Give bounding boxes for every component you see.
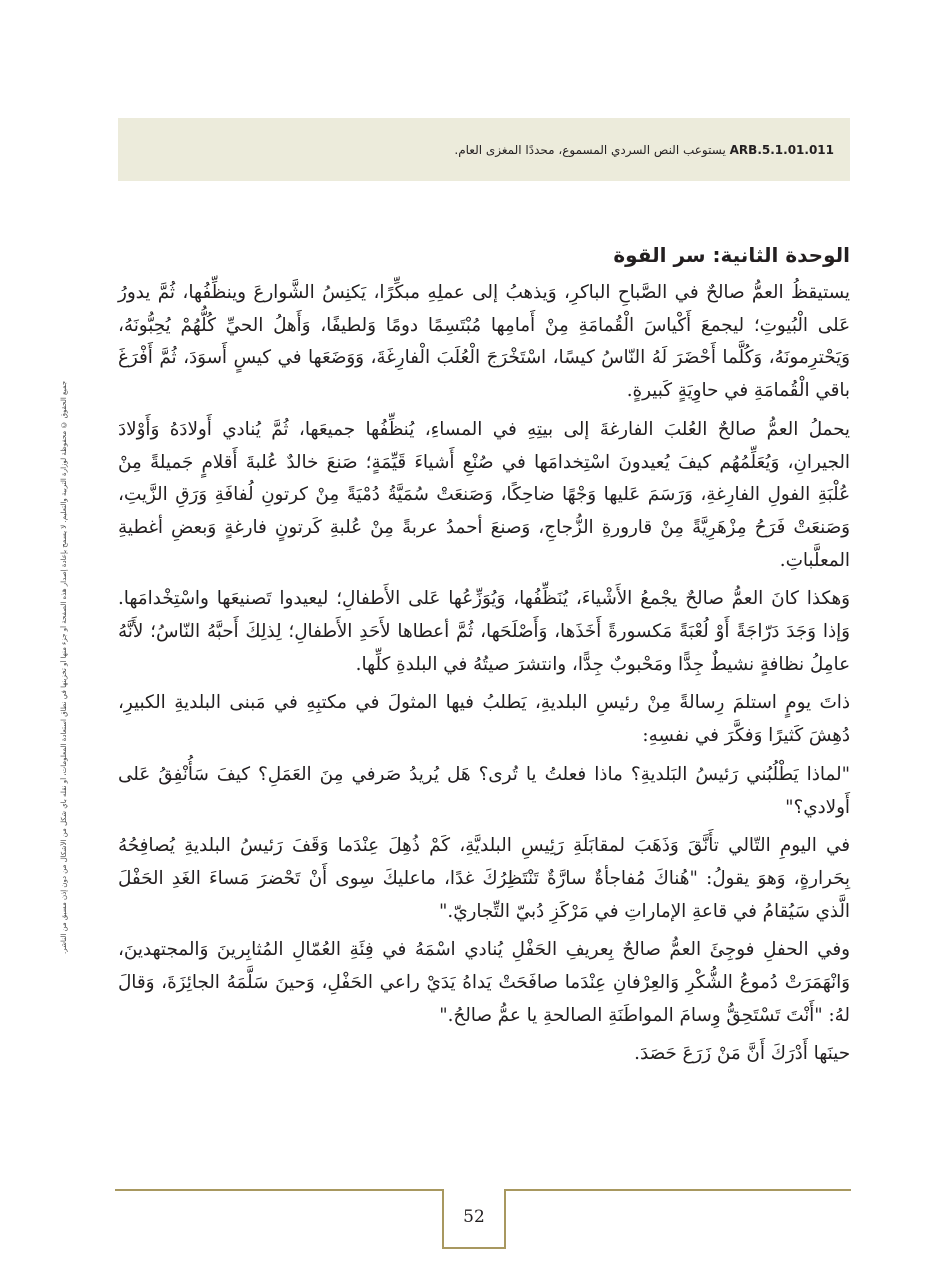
story-content <box>118 238 850 1071</box>
footer-rule-left <box>115 1189 442 1191</box>
learning-outcome <box>454 143 834 157</box>
learning-outcome-text: يستوعب النص السردي المسموع، محددًا المغزى العام. <box>454 142 726 157</box>
learning-outcome-box <box>118 118 850 181</box>
story-paragraph: حينَها أَدْرَكَ أَنَّ مَنْ زَرَعَ حَصَدَ. <box>634 1043 850 1065</box>
footer-rule-right <box>506 1189 851 1191</box>
story-paragraph: وفي الحفلِ فوجِئَ العمُّ صالحٌ بِعريفِ الحَفْلِ يُنادي اسْمَهُ في فِئَةِ العُمّالِ المُثابِرينَ وَالمجتهدينَ، وَانْهَمَرَتْ دُموعُ الشُّكْرِ وَالعِرْفانِ عِنْدَما صافَحَتْ يَداهُ يَدَيْ راعي الحَفْلِ، وَحينَ سَلَّمَهُ الجائِزَةَ، وَقالَ لهُ: "أَنْتَ تَسْتَحِقُّ وِسامَ المواطَنَةِ الصالحةِ يا عمُّ صالحُ." <box>118 939 850 1026</box>
story-paragraph: ذاتَ يومٍ استلمَ رِسالةً مِنْ رئيسِ البلديةِ، يَطلبُ فيها المثولَ في مكتبِهِ في مَبنى البلديةِ الكبيرِ، دُهِشَ كَثيرًا وَفكَّرَ في نفسِهِ: <box>118 692 850 747</box>
learning-outcome-code: ARB.5.1.01.011 <box>729 142 834 157</box>
story-paragraph: في اليومِ التّالي تأَنَّقَ وَذَهَبَ لمقابَلَةِ رَئِيسِ البلديَّةِ، كَمْ ذُهِلَ عِنْدَما وَقَفَ رَئيسُ البلديةِ يُصافِحُهُ بِحَرارةٍ، وَهوَ يقولُ: "هُناكَ مُفاجأةٌ سارَّةٌ تَنْتَظِرُكَ غدًا، ماعليكَ سِوى أَنْ تَحْضرَ مَساءَ الغَدِ الحَفْلَ الَّذي سَيُقامُ في قاعةِ الإماراتِ في مَرْكَزِ دُبيّ التِّجاريّ." <box>118 835 850 922</box>
story-paragraph: يستيقظُ العمُّ صالحٌ في الصَّباحِ الباكرِ، وَيذهبُ إلى عملِهِ مبكِّرًا، يَكنِسُ الشَّوارعَ وينظِّفُها، ثُمَّ يدورُ عَلى الْبُيوتِ؛ ليجمعَ أَكْياسَ الْقُمامَةِ مِنْ أَمامِها مُبْتَسِمًا دومًا وَلطيفًا، وَأَهلُ الحيِّ كُلُّهُمْ يُحِبُّونَهُ، وَيَحْترِمونَهُ، وَكُلَّما أَحْضَرَ لَهُ النّاسُ كيسًا، اسْتَخْرَجَ الْعُلَبَ الْفارِغَةَ، وَوَضَعَها في كيسٍ أَسوَدَ، ثُمَّ أَفْرَغَ باقي الْقُمامَةِ في حاوِيَةٍ كَبيرةٍ. <box>118 282 850 402</box>
story-paragraph: يحملُ العمُّ صالحٌ العُلبَ الفارغةَ إلى بيتِهِ في المساءِ، يُنظِّفُها جميعَها، ثُمَّ يُنادي أَولادَهُ وَأَوْلادَ الجيرانِ، وَيُعَلِّمُهُم كيفَ يُعيدونَ اسْتِخدامَها في صُنْعِ أَشياءَ قَيِّمَةٍ؛ صَنعَ خالدٌ عُلبةَ أَقلامٍ جَميلةً مِنْ عُلْبَةِ الفولِ الفارِغةِ، وَرَسَمَ عَليها وَجْهًا ضاحِكًا، وَصَنعَتْ سُمَيَّةُ دُمْيَةً مِنْ كرتونِ لُفافَةِ وَرَقِ الزَّيتِ، وَصَنعَتْ فَرَحُ مِزْهَرِيَّةً مِنْ قارورةِ الزُّجاجِ، وَصنعَ أحمدُ عربةً مِنْ عُلبةِ كَرتونٍ فارغةٍ وَبعضِ أغطيةِ المعلَّباتِ. <box>118 418 850 571</box>
page-number: 52 <box>463 1207 485 1227</box>
story-paragraph: وَهكذا كانَ العمُّ صالحٌ يجْمعُ الأَشْياءَ، يُنَظِّفُها، وَيُوَزِّعُها عَلى الأَطفالِ؛ ليعيدوا تَصنيعَها واسْتِخْدامَها. وَإذا وَجَدَ دَرّاجَةً أَوْ لُعْبَةً مَكسورةً أَخَذَها، وَأَصْلَحَها، ثُمَّ أعطاها لأَحَدِ الأَطفالِ؛ لِذلِكَ أَحبَّهُ النّاسُ؛ لأَنَّهُ عامِلُ نظافةٍ نشيطٌ جِدًّا ومَحْبوبٌ جِدًّا، وانتشرَ صيتُهُ في البلدةِ كلِّها. <box>118 588 850 675</box>
story-paragraph: "لماذا يَطْلُبُني رَئيسُ البَلديةِ؟ ماذا فعلتُ يا تُرى؟ هَل يُريدُ صَرفي مِنَ العَمَلِ؟ كيفَ سَأُنْفِقُ عَلى أَولادي؟" <box>118 763 850 818</box>
copyright-note: جميع الحقوق © محفوظة لوزارة التربية والتعليم. لا يسمح بإعادة إصدار هذه الصفحة أو جزء منها أو تخزينها في نطاق استعادة المعلومات، أو نقله بأي شكل من الأشكال من دون إذن مسبق من الناشر. <box>60 380 68 955</box>
unit-title: الوحدة الثانية: سر القوة <box>613 243 850 267</box>
